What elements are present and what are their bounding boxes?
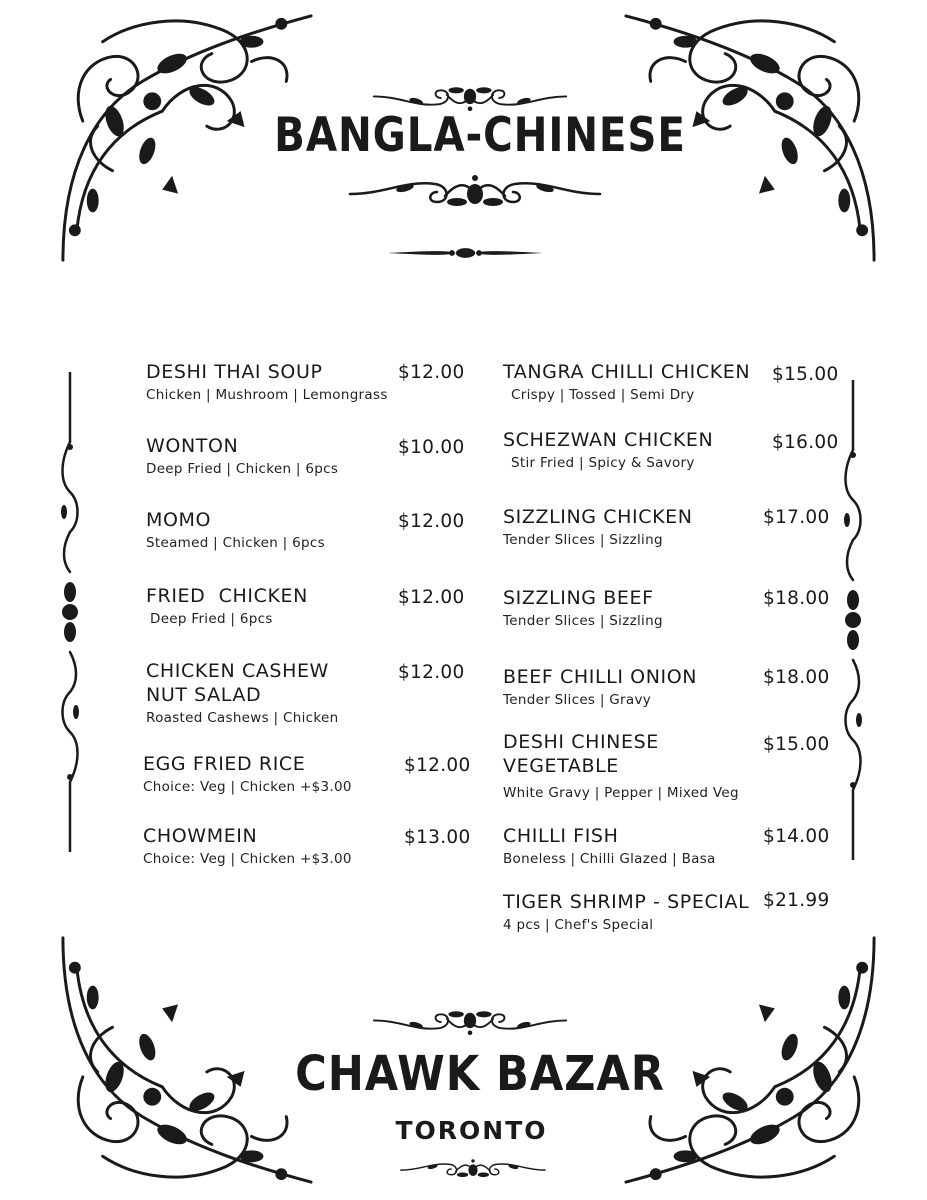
scroll-divider-bottom-icon	[345, 172, 605, 212]
item-name: TIGER SHRIMP - SPECIAL	[503, 891, 750, 913]
menu-item	[146, 584, 308, 628]
item-price: $13.00	[404, 827, 471, 848]
item-name-line2: NUT SALAD	[146, 684, 262, 706]
item-name: SIZZLING CHICKEN	[503, 506, 693, 528]
item-name-line1: CHICKEN CASHEW	[146, 660, 329, 682]
menu-item	[503, 730, 739, 802]
menu-item	[146, 508, 325, 552]
item-name-line1: DESHI CHINESE	[503, 731, 659, 753]
item-name: CHILLI FISH	[503, 825, 619, 847]
item-price: $16.00	[772, 432, 839, 453]
vertical-flourish-left-icon	[60, 372, 80, 852]
item-name: SCHEZWAN CHICKEN	[503, 429, 714, 451]
menu-item	[503, 428, 713, 472]
menu-item	[146, 659, 338, 727]
item-desc: Boneless | Chilli Glazed | Basa	[503, 851, 716, 867]
item-name: WONTON	[146, 435, 239, 457]
item-price: $12.00	[398, 362, 465, 383]
item-name: CHOWMEIN	[143, 825, 258, 847]
item-name: SIZZLING BEEF	[503, 587, 654, 609]
item-desc: Steamed | Chicken | 6pcs	[146, 535, 325, 551]
page-title: BANGLA-CHINESE	[274, 108, 686, 163]
restaurant-name: CHAWK BAZAR	[295, 1046, 665, 1102]
item-price: $21.99	[763, 890, 830, 911]
item-desc: Crispy | Tossed | Semi Dry	[511, 387, 695, 403]
item-desc: Stir Fried | Spicy & Savory	[511, 455, 695, 471]
item-price: $14.00	[763, 826, 830, 847]
item-desc: Choice: Veg | Chicken +$3.00	[143, 851, 352, 867]
item-desc: White Gravy | Pepper | Mixed Veg	[503, 785, 739, 801]
item-desc: Choice: Veg | Chicken +$3.00	[143, 779, 352, 795]
menu-item	[503, 890, 749, 934]
item-price: $12.00	[398, 511, 465, 532]
menu-item	[146, 360, 388, 404]
menu-item	[503, 824, 716, 868]
item-price: $17.00	[763, 507, 830, 528]
item-price: $12.00	[398, 662, 465, 683]
item-price: $10.00	[398, 437, 465, 458]
menu-item	[503, 665, 697, 709]
item-desc: Chicken | Mushroom | Lemongrass	[146, 387, 388, 403]
item-price: $15.00	[772, 364, 839, 385]
menu-item	[503, 360, 750, 404]
item-name: DESHI THAI SOUP	[146, 361, 323, 383]
menu-item	[146, 434, 338, 478]
menu-item	[503, 505, 693, 549]
item-desc: Roasted Cashews | Chicken	[146, 710, 339, 726]
vertical-flourish-right-icon	[843, 380, 863, 860]
scroll-divider-footer-bottom-icon	[398, 1156, 548, 1182]
item-price: $15.00	[763, 734, 830, 755]
restaurant-city: TORONTO	[395, 1116, 548, 1145]
item-desc: Tender Slices | Gravy	[503, 692, 652, 708]
menu-item	[503, 586, 663, 630]
item-name: EGG FRIED RICE	[143, 753, 306, 775]
menu-item	[143, 752, 352, 796]
item-name: TANGRA CHILLI CHICKEN	[503, 361, 751, 383]
item-desc: Deep Fried | Chicken | 6pcs	[146, 461, 339, 477]
line-divider-icon	[388, 246, 543, 260]
item-desc: Tender Slices | Sizzling	[503, 613, 663, 629]
item-price: $18.00	[763, 588, 830, 609]
item-name: MOMO	[146, 509, 212, 531]
item-price: $12.00	[404, 755, 471, 776]
item-name-line2: VEGETABLE	[503, 755, 619, 777]
item-desc: Tender Slices | Sizzling	[503, 532, 663, 548]
item-name: FRIED CHICKEN	[146, 585, 308, 607]
item-price: $18.00	[763, 667, 830, 688]
item-desc: Deep Fried | 6pcs	[150, 611, 273, 627]
menu-item	[143, 824, 352, 868]
item-name: BEEF CHILLI ONION	[503, 666, 698, 688]
item-desc: 4 pcs | Chef's Special	[503, 917, 654, 933]
scroll-divider-footer-top-icon	[370, 1004, 570, 1040]
item-price: $12.00	[398, 587, 465, 608]
